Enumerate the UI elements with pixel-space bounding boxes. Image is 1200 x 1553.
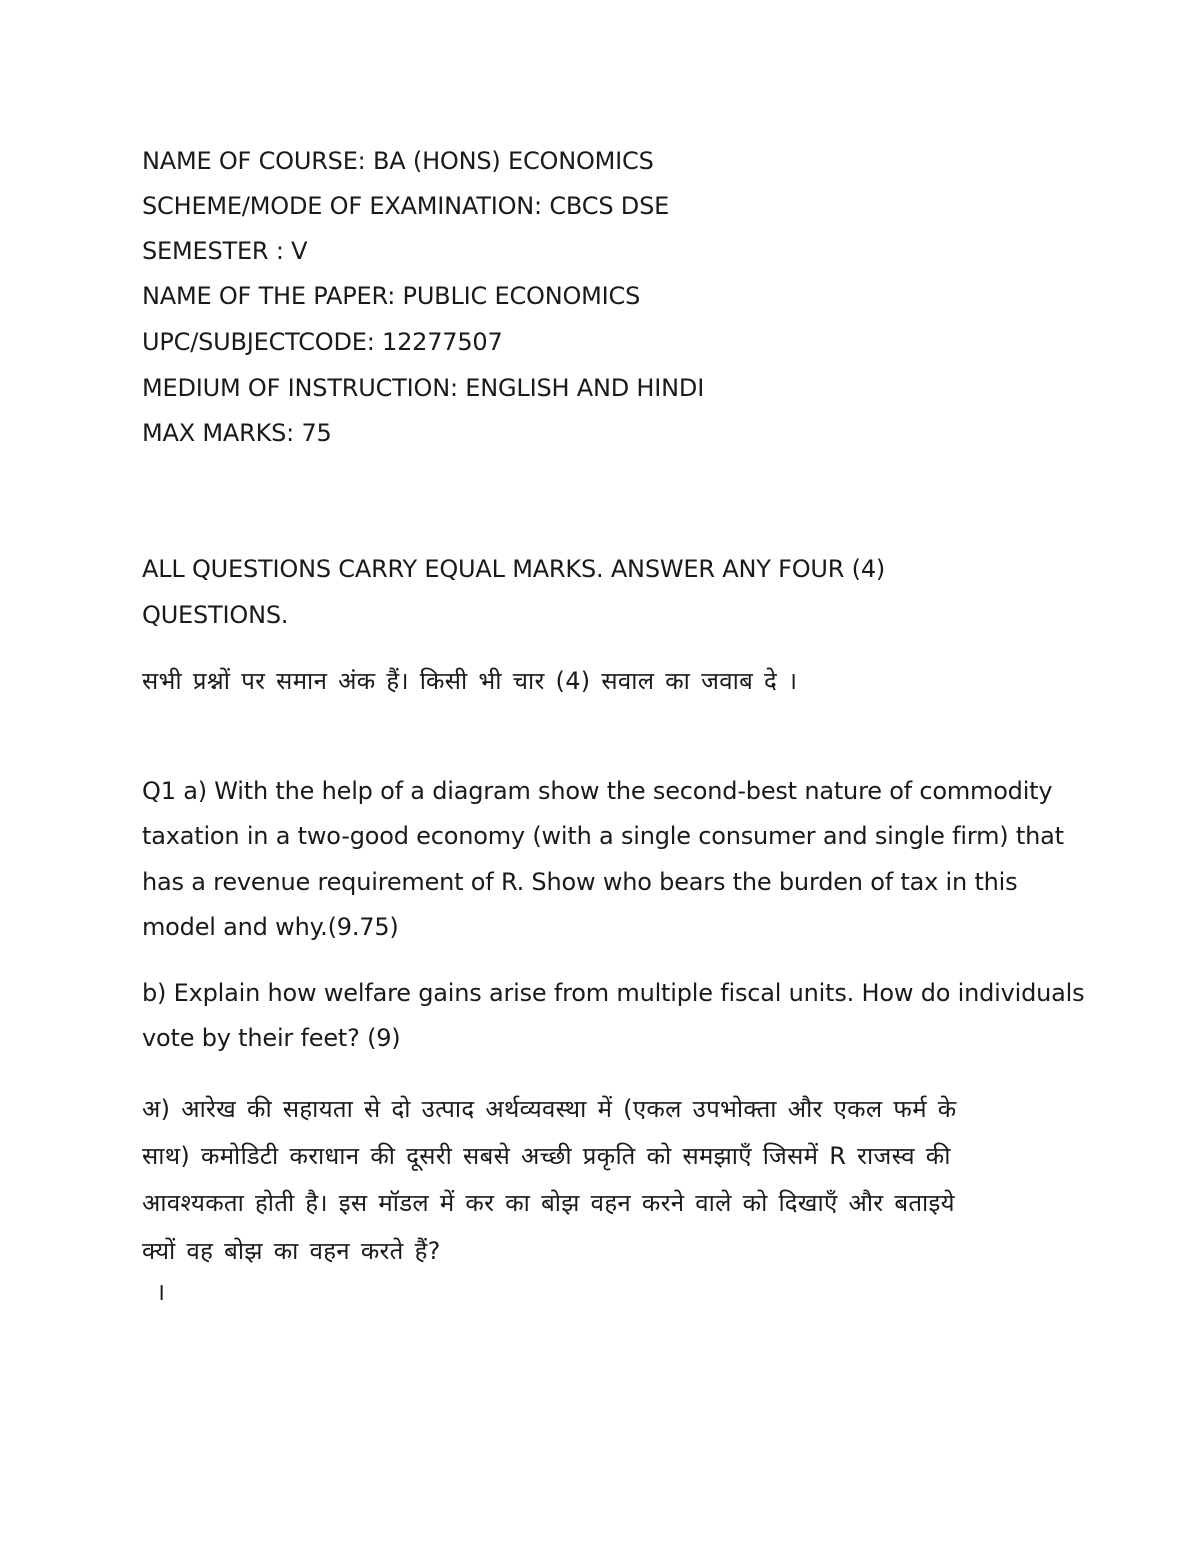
semester: SEMESTER : V (142, 237, 308, 265)
q1-hindi-line-1: अ) आरेख की सहायता से दो उत्पाद अर्थव्यवस्था में (एकल उपभोक्ता और एकल फर्म के (142, 1095, 957, 1123)
subject-code: UPC/SUBJECTCODE: 12277507 (142, 328, 503, 356)
exam-scheme: SCHEME/MODE OF EXAMINATION: CBCS DSE (142, 192, 670, 220)
medium-of-instruction: MEDIUM OF INSTRUCTION: ENGLISH AND HINDI (142, 374, 705, 402)
instructions-english-line-2: QUESTIONS. (142, 601, 289, 629)
q1-hindi-line-2: साथ) कमोडिटी कराधान की दूसरी सबसे अच्छी प्रकृति को समझाएँ जिसमें R राजस्व की (142, 1142, 951, 1170)
instructions-hindi: सभी प्रश्नों पर समान अंक हैं। किसी भी चार (4) सवाल का जवाब दे । (142, 667, 798, 695)
q1a-line-3: has a revenue requirement of R. Show who bears the burden of tax in this (142, 868, 1018, 896)
paper-name: NAME OF THE PAPER: PUBLIC ECONOMICS (142, 282, 641, 310)
q1a-line-2: taxation in a two-good economy (with a single consumer and single firm) that (142, 822, 1064, 850)
q1a-line-4: model and why.(9.75) (142, 913, 399, 941)
q1a-line-1: Q1 a) With the help of a diagram show the second-best nature of commodity (142, 777, 1053, 805)
course-name: NAME OF COURSE: BA (HONS) ECONOMICS (142, 147, 654, 175)
trailing-danda-mark: । (156, 1278, 166, 1306)
q1b-line-2: vote by their feet? (9) (142, 1024, 401, 1052)
q1-hindi-line-4: क्यों वह बोझ का वहन करते हैं? (142, 1237, 441, 1265)
instructions-english-line-1: ALL QUESTIONS CARRY EQUAL MARKS. ANSWER ANY FOUR (4) (142, 555, 886, 583)
q1-hindi-line-3: आवश्यकता होती है। इस मॉडल में कर का बोझ वहन करने वाले को दिखाएँ और बताइये (142, 1189, 955, 1217)
max-marks: MAX MARKS: 75 (142, 419, 332, 447)
q1b-line-1: b) Explain how welfare gains arise from multiple fiscal units. How do individuals (142, 979, 1085, 1007)
